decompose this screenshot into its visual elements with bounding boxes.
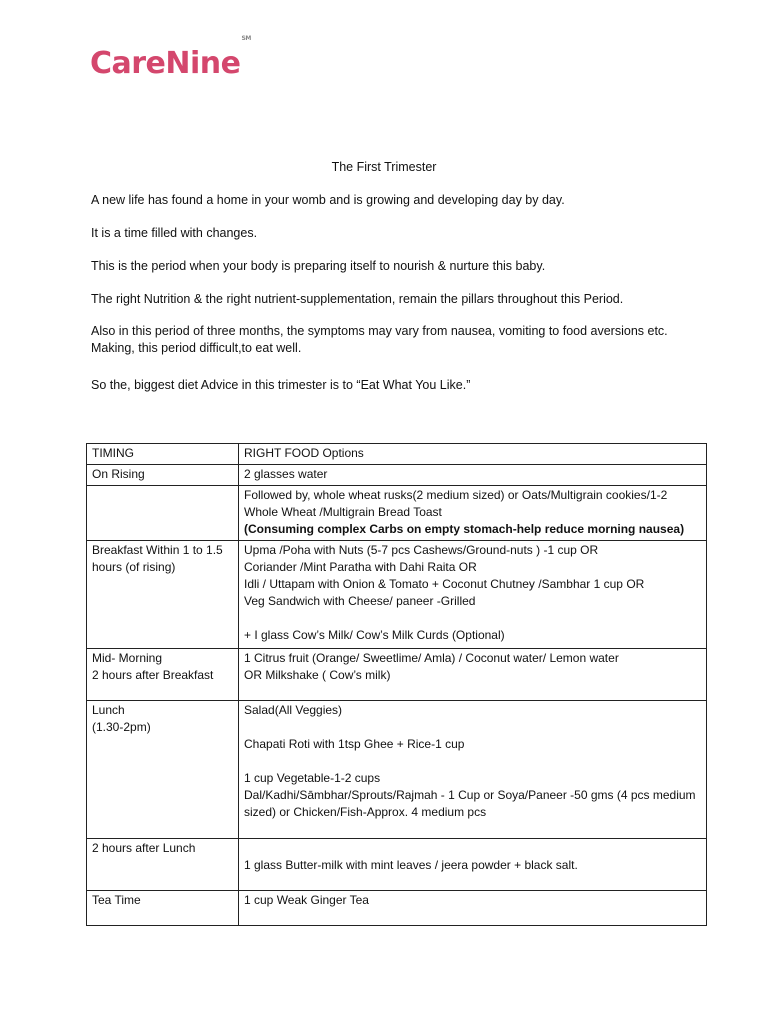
food-note-bold: (Consuming complex Carbs on empty stomach-help reduce morning nausea) [244,522,685,536]
food-option-text: 1 Citrus fruit (Orange/ Sweetlime/ Amla) / Coconut water/ Lemon water [244,651,619,665]
table-row [87,541,707,649]
food-option-text [244,610,701,627]
food-option-text [244,840,701,857]
food-options-cell [239,891,707,926]
food-option-text: Coriander /Mint Paratha with Dahi Raita OR [244,560,477,574]
table-row [87,465,707,486]
intro-paragraph-4: The right Nutrition & the right nutrient-supplementation, remain the pillars throughout this Period. [91,292,624,306]
timing-cell [87,649,239,701]
intro-paragraph-5: Also in this period of three months, the symptoms may vary from nausea, vomiting to food aversions etc. Making, this period difficult,to eat well. [91,324,668,355]
food-option-text: 1 glass Butter-milk with mint leaves / jeera powder + black salt. [244,858,578,872]
timing-text: 2 hours after Lunch [92,841,196,855]
food-option-text: Upma /Poha with Nuts (5-7 pcs Cashews/Ground-nuts ) -1 cup OR [244,543,599,557]
intro-paragraph-6: So the, biggest diet Advice in this trimester is to “Eat What You Like.” [91,378,471,392]
food-option-text [244,753,701,770]
food-options-cell [239,649,707,701]
timing-cell [87,701,239,839]
food-option-text: 2 glasses water [244,467,328,481]
food-options-cell [239,701,707,839]
timing-cell [87,891,239,926]
timing-text: Lunch [92,703,125,717]
food-option-text: 1 cup Vegetable-1-2 cups [244,771,381,785]
table-header-row [87,444,707,465]
table-row [87,839,707,891]
timing-text: Tea Time [92,893,141,907]
intro-paragraph-2: It is a time filled with changes. [91,226,258,240]
food-option-text: Chapati Roti with 1tsp Ghee + Rice-1 cup [244,737,465,751]
table-row [87,891,707,926]
timing-cell [87,486,239,541]
timing-text: (1.30-2pm) [92,720,151,734]
table-row [87,649,707,701]
food-option-text: Idli / Uttapam with Onion & Tomato + Coconut Chutney /Sambhar 1 cup OR [244,577,645,591]
food-option-text: + I glass Cow’s Milk/ Cow’s Milk Curds (Optional) [244,628,505,642]
table-row [87,486,707,541]
intro-paragraph-3: This is the period when your body is preparing itself to nourish & nurture this baby. [91,259,546,273]
carenine-logo: CareNine℠ [90,35,251,81]
food-option-text [244,719,701,736]
food-options-cell [239,839,707,891]
header-timing: TIMING [87,444,239,465]
food-option-text: Salad(All Veggies) [244,703,343,717]
food-option-text: Followed by, whole wheat rusks(2 medium sized) or Oats/Multigrain cookies/1-2 Whole Wheat /Multigrain Bread Toast [244,488,668,519]
timing-text: Mid- Morning [92,651,163,665]
page-title: The First Trimester [331,160,437,174]
timing-cell [87,465,239,486]
food-option-text: Veg Sandwich with Cheese/ paneer -Grilled [244,594,476,608]
table-row [87,701,707,839]
food-option-text: OR Milkshake ( Cow’s milk) [244,668,391,682]
timing-text: On Rising [92,467,145,481]
header-food-options: RIGHT FOOD Options [239,444,707,465]
timing-cell [87,541,239,649]
timing-text: 2 hours after Breakfast [92,668,214,682]
timing-cell [87,839,239,891]
service-mark: SM [241,35,251,42]
food-options-cell [239,541,707,649]
timing-text: Breakfast Within 1 to 1.5 hours (of rising) [92,543,223,574]
food-options-cell [239,486,707,541]
food-option-text: 1 cup Weak Ginger Tea [244,893,369,907]
food-option-text: Dal/Kadhi/Sāmbhar/Sprouts/Rajmah - 1 Cup or Soya/Paneer -50 gms (4 pcs medium sized) or Chicken/Fish-Approx. 4 medium pcs [244,788,696,819]
food-options-cell [239,465,707,486]
diet-table [86,443,707,926]
intro-paragraph-1: A new life has found a home in your womb and is growing and developing day by day. [91,193,565,207]
